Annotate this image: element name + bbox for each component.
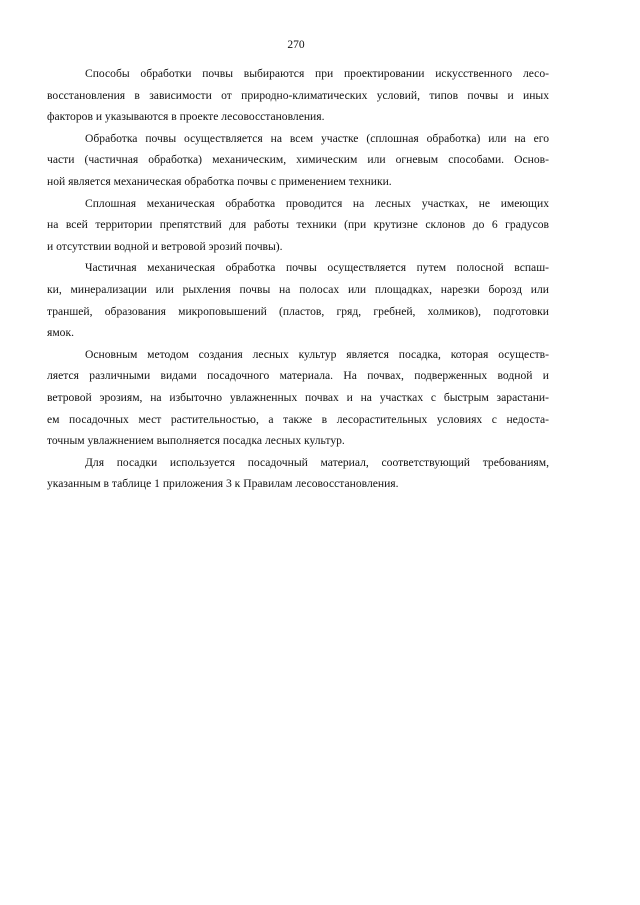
paragraph xyxy=(47,452,549,495)
text-line: Обработка почвы осуществляется на всем участке (сплошная обработка) или на его xyxy=(85,131,549,145)
text-line: ляется различными видами посадочного материала. На почвах, подверженных водной и xyxy=(47,369,549,383)
text-line: и отсутствии водной и ветровой эрозий почвы). xyxy=(47,239,283,253)
paragraph xyxy=(47,193,549,258)
text-line: факторов и указываются в проекте лесовосстановления. xyxy=(47,110,325,124)
text-line: ем посадочных мест растительностью, а также в лесорастительных условиях с недоста- xyxy=(47,412,549,426)
paragraph xyxy=(47,344,549,452)
text-line: Сплошная механическая обработка проводится на лесных участках, не имеющих xyxy=(85,196,549,210)
text-line: ной является механическая обработка почвы с применением техники. xyxy=(47,174,392,188)
text-line: на всей территории препятствий для работы техники (при крутизне склонов до 6 градусов xyxy=(47,218,549,232)
paragraph xyxy=(47,128,549,193)
body-text xyxy=(47,63,549,495)
text-line: ямок. xyxy=(47,326,74,340)
text-line: указанным в таблице 1 приложения 3 к Правилам лесовосстановления. xyxy=(47,477,399,491)
paragraph xyxy=(47,257,549,343)
text-line: ки, минерализации или рыхления почвы на полосах или площадках, нарезки борозд или xyxy=(47,282,549,296)
paragraph xyxy=(47,63,549,128)
text-line: Основным методом создания лесных культур является посадка, которая осуществ- xyxy=(85,347,549,361)
text-line: части (частичная обработка) механическим, химическим или огневым способами. Основ- xyxy=(47,153,549,167)
text-line: восстановления в зависимости от природно-климатических условий, типов почвы и иных xyxy=(47,88,549,102)
text-line: ветровой эрозиям, на избыточно увлажненных почвах и на участках с быстрым зарастани- xyxy=(47,390,549,404)
text-line: Способы обработки почвы выбираются при проектировании искусственного лесо- xyxy=(85,67,549,80)
text-line: Для посадки используется посадочный материал, соответствующий требованиям, xyxy=(85,455,549,469)
text-line: точным увлажнением выполняется посадка лесных культур. xyxy=(47,434,345,448)
text-line: Частичная механическая обработка почвы осуществляется путем полосной вспаш- xyxy=(85,261,549,275)
page-number: 270 xyxy=(287,39,305,51)
text-line: траншей, образования микроповышений (пластов, гряд, гребней, холмиков), подготовки xyxy=(47,304,549,318)
